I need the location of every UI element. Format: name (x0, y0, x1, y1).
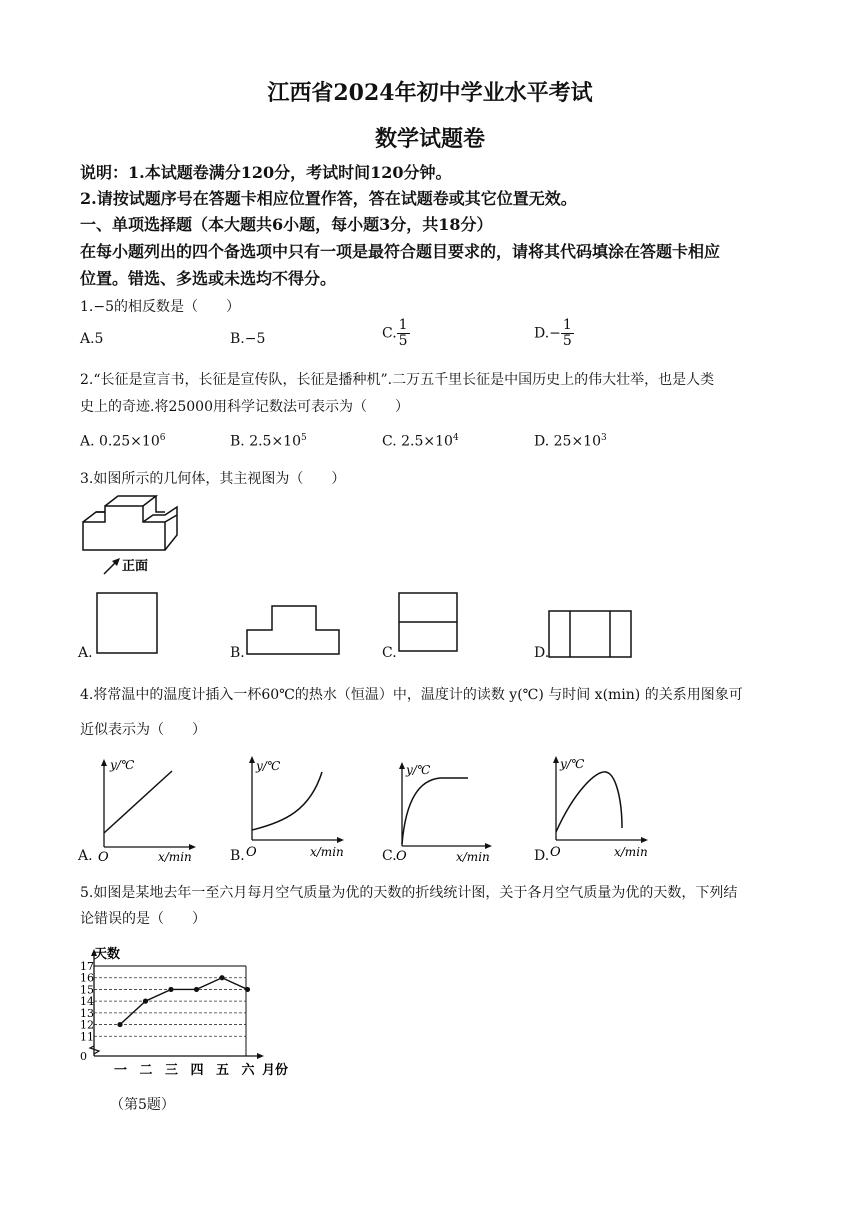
q5-data-point (143, 999, 148, 1004)
q4-graph-c (392, 758, 507, 864)
q2-option-c-base: C. 2.5×10 (382, 433, 453, 450)
q3-option-a-figure (92, 590, 162, 660)
q3-solid-figure (78, 490, 188, 580)
q5-xlabel: 月份 (262, 1063, 289, 1078)
q4-graph-b-origin: O (246, 845, 257, 860)
q4-graph-c-curve (402, 778, 468, 844)
q1-option-d-denominator: 5 (562, 333, 572, 349)
q4-option-a-label: A. (78, 848, 93, 864)
q4-graph-b-xlabel: x/min (310, 845, 344, 859)
q5-category-label: 一 (114, 1063, 128, 1078)
q5-data-point (245, 987, 250, 992)
section-desc-2: 位置。错选、多选或未选均不得分。 (80, 269, 337, 288)
q3-option-d-label: D. (534, 645, 550, 661)
q1-option-d-prefix: D.− (534, 325, 561, 342)
q2-option-a-base: A. 0.25×10 (80, 433, 160, 450)
section-desc-1: 在每小题列出的四个备选项中只有一项是最符合题目要求的，请将其代码填涂在答题卡相应 (80, 242, 721, 261)
q5-category-label: 三 (165, 1063, 179, 1078)
q5-ytick-label: 0 (80, 1050, 87, 1063)
q1-stem: 1.−5的相反数是（ ） (80, 299, 240, 315)
q5-ytick-label: 12 (80, 1018, 94, 1032)
q4-graph-d-xlabel: x/min (614, 845, 648, 859)
q2-stem-line-1: 2.“长征是宣言书，长征是宣传队，长征是播种机”.二万五千里长征是中国历史上的伟大壮举，也是人类 (80, 372, 715, 388)
q5-category-label: 二 (139, 1063, 153, 1078)
q2-option-c (382, 433, 459, 450)
q5-ytick-label: 17 (80, 960, 94, 973)
section-heading: 一、单项选择题（本大题共6小题，每小题3分，共18分） (80, 215, 493, 234)
q5-data-point (219, 975, 224, 980)
q4-stem-line-1: 4.将常温中的温度计插入一杯60℃的热水（恒温）中，温度计的读数 y(℃) 与时间 x(min) 的关系用图象可 (80, 687, 743, 703)
front-label: 正面 (122, 559, 149, 574)
q5-stem-line-1: 5.如图是某地去年一至六月每月空气质量为优的天数的折线统计图，关于各月空气质量为优的天数，下列结 (80, 885, 738, 901)
instruction-line-2: 2.请按试题序号在答题卡相应位置作答，答在试题卷或其它位置无效。 (80, 189, 577, 208)
q1-option-c (382, 318, 410, 349)
q4-graph-b-ylabel: y/℃ (256, 759, 281, 773)
q4-graph-a-line (104, 771, 172, 833)
q4-graph-d-origin: O (550, 845, 561, 860)
q4-graph-a-origin: O (98, 850, 109, 865)
q1-option-c-prefix: C. (382, 325, 397, 342)
q5-category-label: 四 (190, 1063, 204, 1078)
q2-option-b-exponent: 5 (301, 433, 307, 443)
q3-option-b-label: B. (230, 645, 245, 661)
q5-stem-line-2: 论错误的是（ ） (80, 911, 206, 927)
exam-subtitle: 数学试题卷 (374, 126, 485, 152)
q5-ytick-label: 11 (80, 1030, 94, 1044)
q4-graph-c-ylabel: y/℃ (406, 763, 431, 777)
instruction-line-1: 说明：1.本试题卷满分120分，考试时间120分钟。 (80, 163, 452, 182)
q4-graph-d-curve (556, 772, 622, 832)
q3-option-a-label: A. (78, 645, 93, 661)
q5-ytick-label: 13 (80, 1006, 94, 1020)
q4-graph-b-curve (252, 772, 322, 830)
q3-stem: 3.如图所示的几何体，其主视图为（ ） (80, 471, 346, 487)
q4-stem-line-2: 近似表示为（ ） (80, 722, 206, 738)
q3-option-c-figure (394, 590, 464, 660)
q2-stem-line-2: 史上的奇迹.将25000用科学记数法可表示为（ ） (80, 399, 409, 415)
q4-graph-c-origin: O (396, 849, 407, 864)
q5-data-point (117, 1022, 122, 1027)
q4-option-d-label: D. (534, 848, 550, 864)
q3-option-b-figure (244, 602, 344, 660)
q2-option-b-base: B. 2.5×10 (230, 433, 301, 450)
q2-option-d-base: D. 25×10 (534, 433, 601, 450)
q5-ytick-label: 14 (80, 995, 94, 1009)
q1-option-d (534, 318, 574, 349)
q2-option-b (230, 433, 307, 450)
q5-category-label: 五 (216, 1063, 230, 1078)
q5-line-chart (78, 940, 318, 1080)
q4-graph-a-ylabel: y/℃ (110, 758, 135, 772)
q5-data-point (168, 987, 173, 992)
q4-graph-d (544, 752, 659, 862)
q1-option-b: B.−5 (230, 331, 266, 347)
q1-option-d-numerator: 1 (562, 317, 572, 333)
q4-graph-b (240, 752, 355, 862)
q5-ytick-label: 16 (80, 971, 94, 985)
q4-option-b-label: B. (230, 848, 245, 864)
q1-option-c-denominator: 5 (398, 333, 408, 349)
q1-option-c-fraction (397, 318, 410, 349)
q5-ytick-label: 15 (80, 983, 94, 997)
q3-option-d-figure (546, 608, 636, 660)
q2-option-a-exponent: 6 (159, 433, 166, 443)
exam-title: 江西省2024年初中学业水平考试 (267, 80, 593, 106)
q4-option-c-label: C. (382, 848, 397, 864)
q2-option-a (80, 433, 165, 450)
q3-option-c-label: C. (382, 645, 397, 661)
q2-option-d-exponent: 3 (601, 433, 607, 443)
q1-option-d-fraction (561, 318, 574, 349)
q5-data-point (194, 987, 199, 992)
q4-graph-a-xlabel: x/min (158, 850, 192, 864)
q5-x-axis-arrow (257, 1053, 264, 1059)
q1-option-a: A.5 (80, 331, 104, 347)
q5-category-label: 六 (241, 1063, 255, 1078)
q5-ylabel: 天数 (94, 947, 121, 962)
q2-option-c-exponent: 4 (452, 433, 459, 443)
q4-graph-c-xlabel: x/min (456, 850, 490, 864)
q4-graph-d-ylabel: y/℃ (560, 757, 585, 771)
q4-graph-a (92, 755, 207, 865)
q5-caption: （第5题） (110, 1097, 175, 1113)
q1-option-c-numerator: 1 (398, 317, 408, 333)
q2-option-d (534, 433, 607, 450)
